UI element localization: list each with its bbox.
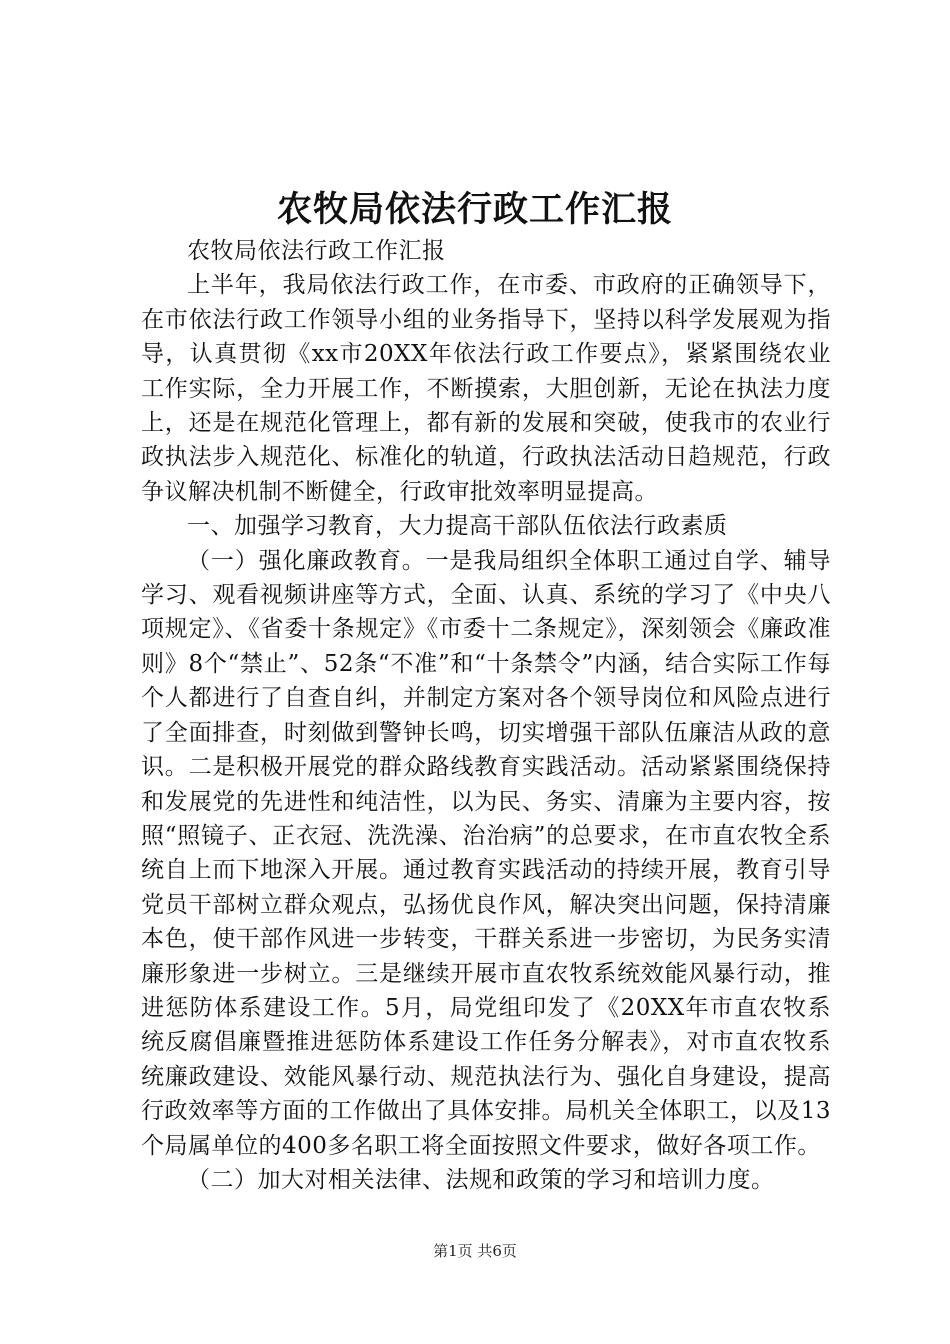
- paragraph-section-1-1: （一）强化廉政教育。一是我局组织全体职工通过自学、辅导学习、观看视频讲座等方式，全面、认真、系统的学习了《中央八项规定》、《省委十条规定》《市委十二条规定》，深刻领会《廉政准则》8个“禁止”、52条“不准”和“十条禁令”内涵，结合实际工作每个人都进行了自查自纠，并制定方案对各个领导岗位和风险点进行了全面排查，时刻做到警钟长鸣，切实增强干部队伍廉洁从政的意识。二是积极开展党的群众路线教育实践活动。活动紧紧围绕保持和发展党的先进性和纯洁性，以为民、务实、清廉为主要内容，按照“照镜子、正衣冠、洗洗澡、治治病”的总要求，在市直农牧全系统自上而下地深入开展。通过教育实践活动的持续开展，教育引导党员干部树立群众观点，弘扬优良作风，解决突出问题，保持清廉本色，使干部作风进一步转变，干群关系进一步密切，为民务实清廉形象进一步树立。三是继续开展市直农牧系统效能风暴行动，推进惩防体系建设工作。5月，局党组印发了《20XX年市直农牧系统反腐倡廉暨推进惩防体系建设工作任务分解表》，对市直农牧系统廉政建设、效能风暴行动、规范执法行为、强化自身建设，提高行政效率等方面的工作做出了具体安排。局机关全体职工，以及13个局属单位的400多名职工将全面按照文件要求，做好各项工作。: [141, 547, 831, 1159]
- paragraph-section-1-2: （二）加大对相关法律、法规和政策的学习和培训力度。: [187, 1166, 775, 1193]
- document-body: [141, 234, 831, 1197]
- paragraph-subtitle: 农牧局依法行政工作汇报: [187, 238, 446, 264]
- section-heading-1: 一、加强学习教育，大力提高干部队伍依法行政素质: [187, 513, 728, 540]
- page-footer: 第1页 共6页: [433, 1242, 517, 1260]
- document-title: 农牧局依法行政工作汇报: [276, 189, 673, 230]
- paragraph-intro: 上半年，我局依法行政工作，在市委、市政府的正确领导下，在市依法行政工作领导小组的业务指导下，坚持以科学发展观为指导，认真贯彻《xx市20XX年依法行政工作要点》，紧紧围绕农业工作实际，全力开展工作，不断摸索，大胆创新，无论在执法力度上，还是在规范化管理上，都有新的发展和突破，使我市的农业行政执法步入规范化、标准化的轨道，行政执法活动日趋规范，行政争议解决机制不断健全，行政审批效率明显提高。: [141, 272, 831, 505]
